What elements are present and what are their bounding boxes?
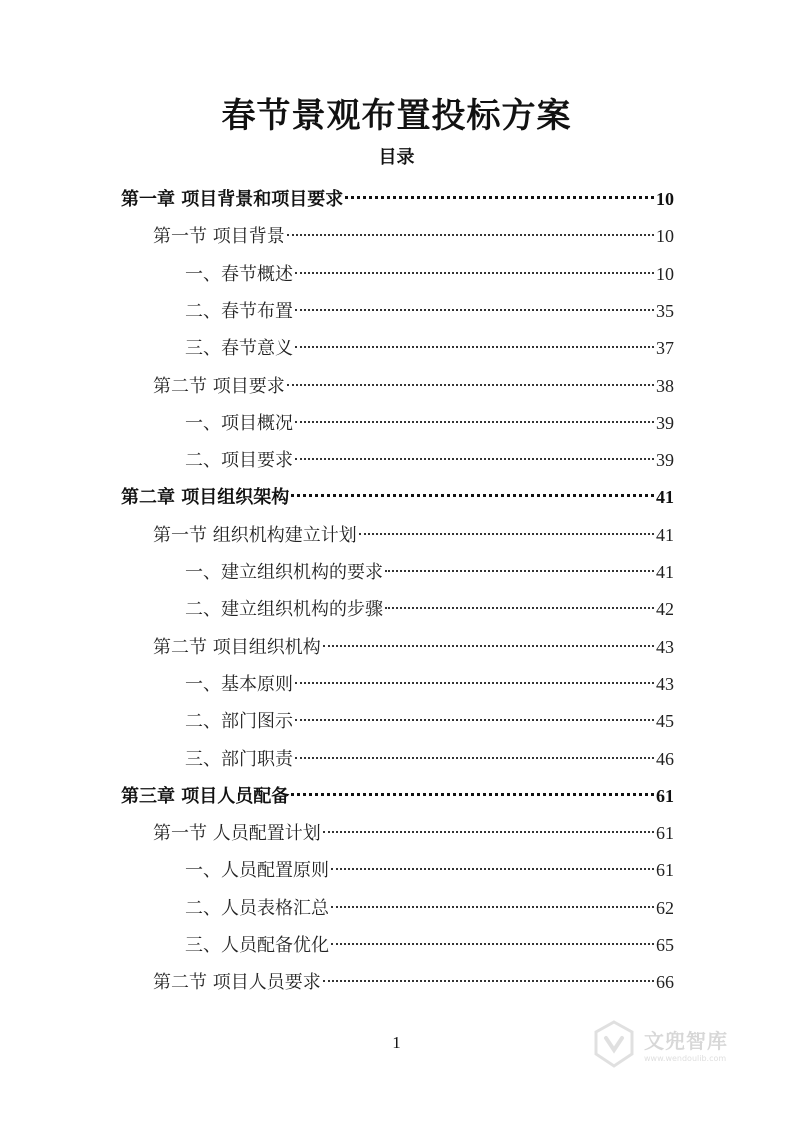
toc-leader-dots bbox=[291, 493, 654, 497]
toc-leader-dots bbox=[291, 792, 654, 796]
toc-leader-dots bbox=[323, 644, 654, 647]
toc-entry-page: 41 bbox=[656, 524, 674, 545]
toc-entry[interactable] bbox=[185, 445, 674, 475]
toc-entry-page: 39 bbox=[656, 450, 674, 471]
toc-entry[interactable] bbox=[185, 333, 674, 363]
toc-entry-label: 三、春节意义 bbox=[185, 338, 293, 360]
toc-entry-label: 二、项目要求 bbox=[185, 450, 293, 472]
toc-leader-dots bbox=[287, 383, 654, 386]
toc-entry-label: 第三章 项目人员配备 bbox=[121, 785, 290, 807]
toc-entry-page: 41 bbox=[656, 562, 674, 582]
toc-entry-label: 三、部门职责 bbox=[185, 748, 293, 770]
toc-entry[interactable] bbox=[185, 744, 674, 774]
toc-entry-label: 第一节 人员配置计划 bbox=[153, 823, 321, 845]
toc-leader-dots bbox=[385, 569, 654, 572]
toc-entry[interactable] bbox=[153, 967, 674, 997]
toc-entry[interactable] bbox=[121, 184, 674, 214]
toc-entry[interactable] bbox=[153, 818, 674, 848]
toc-entry-label: 一、项目概况 bbox=[185, 412, 293, 434]
toc-entry-label: 第二节 项目人员要求 bbox=[153, 972, 321, 994]
toc-leader-dots bbox=[295, 718, 654, 721]
watermark-url: www.wendoulib.com bbox=[644, 1054, 727, 1063]
toc-leader-dots bbox=[295, 345, 654, 348]
toc-entry[interactable] bbox=[185, 296, 674, 326]
toc-entry-page: 37 bbox=[656, 338, 674, 359]
toc-entry-page: 35 bbox=[656, 300, 674, 321]
watermark-name: 文兜智库 bbox=[644, 1029, 728, 1053]
toc-entry-label: 一、人员配置原则 bbox=[185, 860, 329, 882]
toc-entry-page: 10 bbox=[656, 226, 674, 247]
toc-entry[interactable] bbox=[153, 520, 674, 550]
toc-leader-dots bbox=[331, 942, 654, 945]
toc-leader-dots bbox=[331, 905, 654, 908]
toc-entry-label: 二、部门图示 bbox=[185, 711, 293, 733]
toc-entry[interactable] bbox=[185, 669, 674, 699]
toc-leader-dots bbox=[385, 606, 654, 609]
toc-entry-label: 二、建立组织机构的步骤 bbox=[185, 599, 383, 621]
toc-leader-dots bbox=[331, 867, 654, 870]
toc-entry[interactable] bbox=[121, 482, 674, 512]
toc-leader-dots bbox=[295, 271, 654, 274]
document-title: 春节景观布置投标方案 bbox=[221, 96, 572, 136]
toc-entry-label: 三、人员配备优化 bbox=[185, 935, 329, 956]
toc-entry[interactable] bbox=[153, 221, 674, 251]
toc-leader-dots bbox=[345, 195, 654, 199]
toc-entry-label: 第二节 项目要求 bbox=[153, 375, 285, 397]
toc-leader-dots bbox=[323, 830, 654, 833]
toc-entry-page: 43 bbox=[656, 673, 674, 694]
toc-entry-label: 第二节 项目组织机构 bbox=[153, 636, 321, 658]
toc-leader-dots bbox=[295, 457, 654, 460]
toc-heading: 目录 bbox=[378, 147, 415, 168]
toc-entry[interactable] bbox=[185, 930, 674, 960]
toc-entry-page: 65 bbox=[656, 935, 674, 955]
toc-leader-dots bbox=[359, 532, 654, 535]
toc-entry-page: 38 bbox=[656, 375, 674, 396]
toc-entry-label: 一、建立组织机构的要求 bbox=[185, 562, 383, 583]
toc-entry-label: 第一节 组织机构建立计划 bbox=[153, 524, 357, 546]
toc-leader-dots bbox=[287, 233, 654, 236]
toc-leader-dots bbox=[323, 979, 654, 982]
toc-entry[interactable] bbox=[185, 893, 674, 923]
toc-entry-page: 10 bbox=[656, 263, 674, 284]
toc-entry[interactable] bbox=[185, 557, 674, 587]
watermark bbox=[588, 1014, 758, 1074]
toc-entry-page: 62 bbox=[656, 897, 674, 918]
page-number: 1 bbox=[392, 1033, 401, 1052]
toc-entry[interactable] bbox=[185, 259, 674, 289]
toc-leader-dots bbox=[295, 756, 654, 759]
toc-entry[interactable] bbox=[121, 781, 674, 811]
toc-entry-label: 一、基本原则 bbox=[185, 673, 293, 695]
toc-leader-dots bbox=[295, 681, 654, 684]
toc-entry-page: 45 bbox=[656, 711, 674, 732]
toc-entry-page: 61 bbox=[656, 823, 674, 844]
toc-entry-label: 一、春节概述 bbox=[185, 263, 293, 285]
toc-entry-page: 66 bbox=[656, 972, 674, 993]
toc-entry[interactable] bbox=[185, 594, 674, 624]
toc-entry-page: 43 bbox=[656, 636, 674, 657]
toc-entry-page: 61 bbox=[656, 860, 674, 881]
toc-entry-label: 二、人员表格汇总 bbox=[185, 897, 329, 919]
toc-entry-page: 10 bbox=[656, 189, 674, 209]
toc-entry[interactable] bbox=[153, 632, 674, 662]
toc-entry[interactable] bbox=[185, 706, 674, 736]
toc-entry-page: 39 bbox=[656, 412, 674, 433]
toc-entry-page: 41 bbox=[656, 487, 674, 508]
toc-entry-page: 61 bbox=[656, 785, 674, 806]
toc-entry[interactable] bbox=[153, 371, 674, 401]
toc-entry-page: 42 bbox=[656, 599, 674, 620]
toc-entry[interactable] bbox=[185, 855, 674, 885]
toc-leader-dots bbox=[295, 308, 654, 311]
toc-entry-page: 46 bbox=[656, 748, 674, 769]
watermark-logo-icon bbox=[588, 1018, 640, 1070]
toc-entry-label: 第一章 项目背景和项目要求 bbox=[121, 189, 344, 210]
toc-entry-label: 二、春节布置 bbox=[185, 300, 293, 322]
toc-entry-label: 第一节 项目背景 bbox=[153, 226, 285, 248]
toc-entry-label: 第二章 项目组织架构 bbox=[121, 487, 290, 509]
toc-leader-dots bbox=[295, 420, 654, 423]
toc-entry[interactable] bbox=[185, 408, 674, 438]
